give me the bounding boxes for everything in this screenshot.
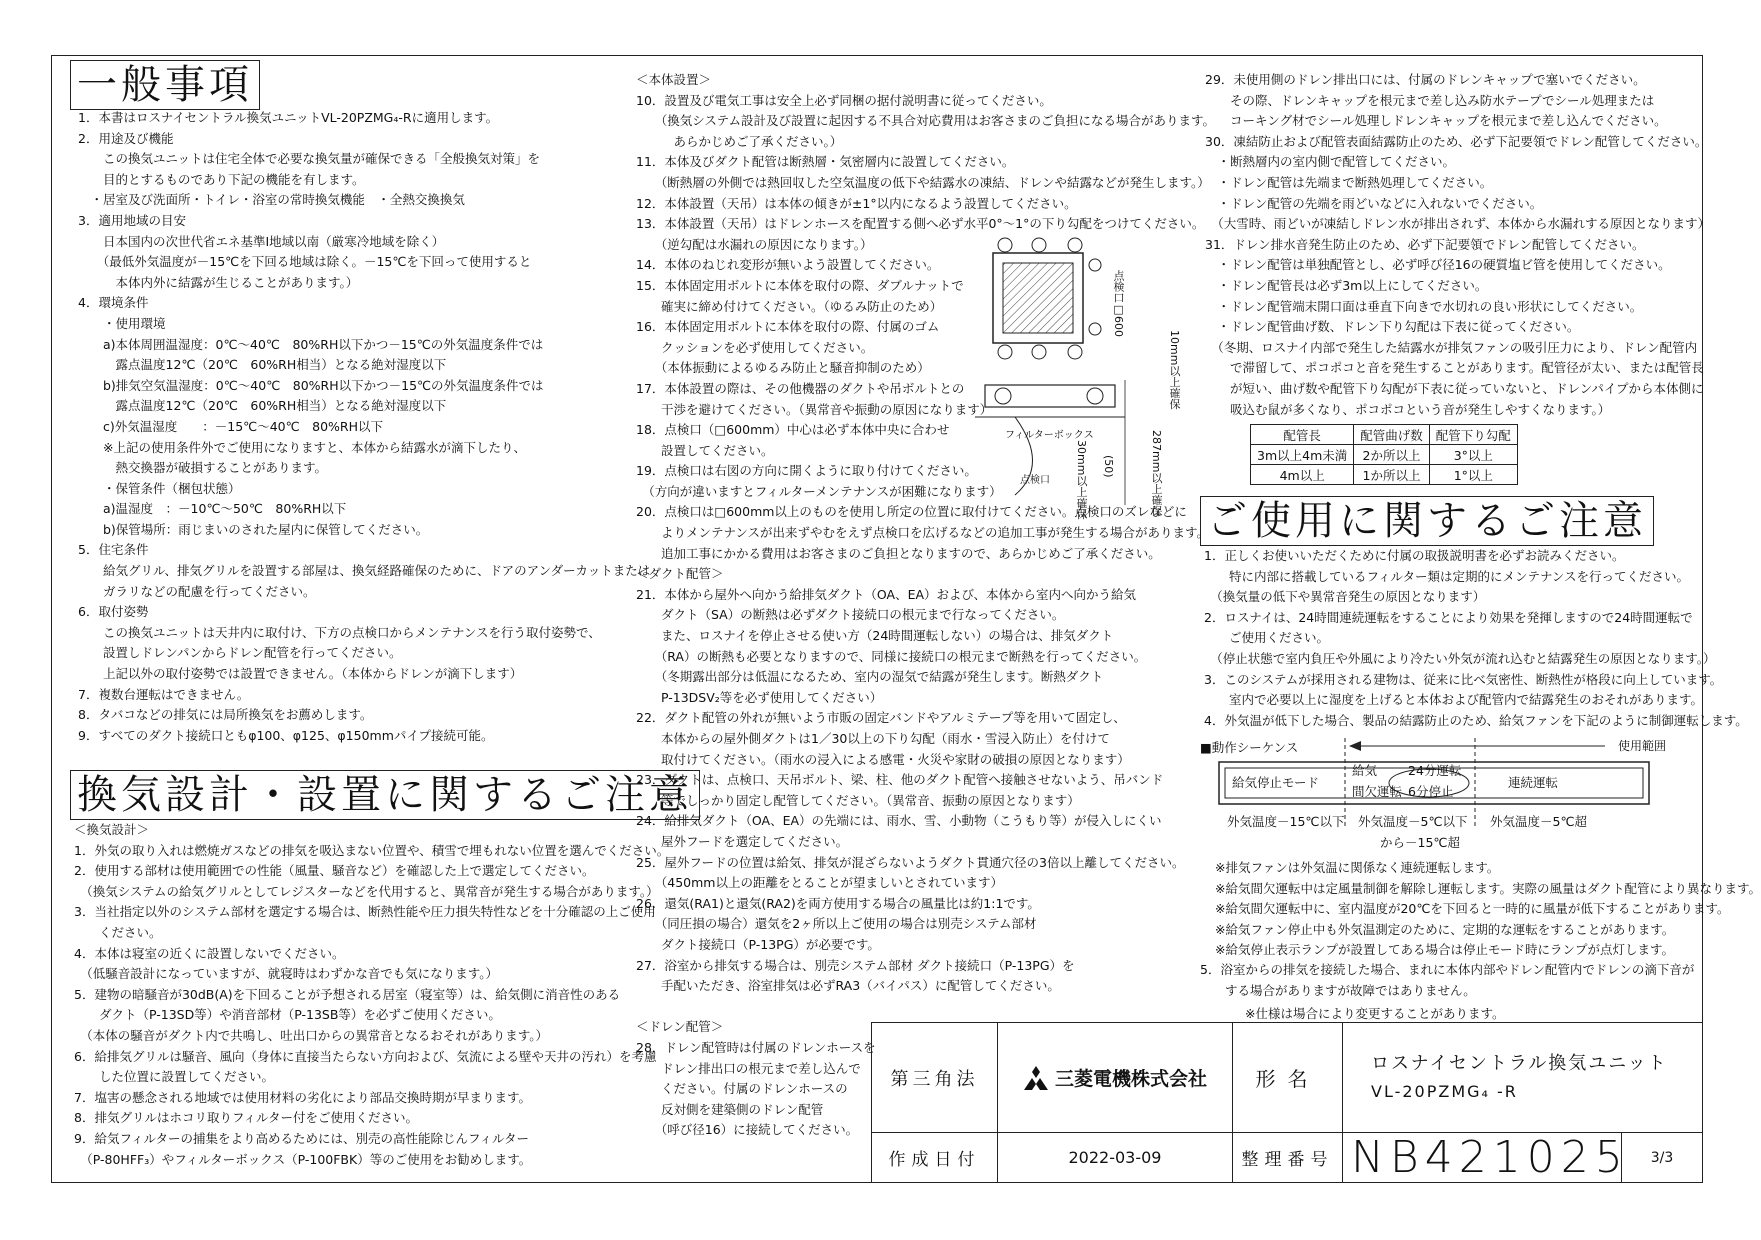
middle-line: よりメンテナンスが出来ずやむをえず点検口を広げるなどの追加工事が発生する場合があります。 [636, 525, 1210, 541]
table-cell: 4m以上 [1251, 465, 1354, 485]
model-label-cell: 形名 [1232, 1022, 1343, 1133]
right-line: ・ドレン配管の先端を雨どいなどに入れないでください。 [1205, 195, 1543, 211]
middle-line: 17．本体設置の際は、その他機器のダクトや吊ボルトとの [636, 380, 965, 396]
title-block [871, 1022, 1703, 1183]
middle-line: ください。付属のドレンホースの [636, 1081, 848, 1097]
middle-line: 確実に締め付けてください。（ゆるみ防止のため） [636, 298, 943, 314]
usage-note: ※給気ファン停止中も外気温測定のために、定期的な運転をすることがあります。 [1215, 921, 1675, 937]
middle-line: 手配いただき、浴室排気は必ずRA3（バイパス）に配管してください。 [636, 978, 1060, 994]
general-line: 露点温度12℃（20℃ 60%RH相当）となる絶対湿度以下 [78, 398, 447, 414]
usage-note: ※給気間欠運転中に、室内温度が20℃を下回ると一時的に風量が低下することがあります。 [1215, 901, 1730, 917]
middle-line: 22．ダクト配管の外れが無いよう市販の固定バンドやアルミテープ等を用いて固定し、 [636, 710, 1126, 726]
middle-line: 11．本体及びダクト配管は断熱層・気密層内に設置してください。 [636, 154, 1015, 170]
middle-line: ダクト（SA）の断熱は必ずダクト接続口の根元まで行なってください。 [636, 607, 1065, 623]
table-header: 配管曲げ数 [1354, 425, 1430, 445]
drain-spec-table [1250, 424, 1518, 485]
table-header: 配管長 [1251, 425, 1354, 445]
company-cell [997, 1022, 1233, 1133]
middle-line: 干渉を避けてください。（異常音や振動の原因になります） [636, 401, 993, 417]
right-line: ・ドレン配管長は必ず3m以上にしてください。 [1205, 277, 1488, 293]
general-line: この換気ユニットは住宅全体で必要な換気量が確保できる「全般換気対策」を [78, 151, 541, 167]
general-line: 9．すべてのダクト接続口ともφ100、φ125、φ150mmパイプ接続可能。 [78, 727, 494, 743]
general-line: b)保管場所：雨じまいのされた屋内に保管してください。 [78, 521, 429, 537]
middle-line: また、ロスナイを停止させる使い方（24時間運転しない）の場合は、排気ダクト [636, 628, 1114, 644]
ventilation-line: （低騒音設計になっていますが、就寝時はわずかな音でも気になります。） [74, 966, 499, 982]
general-line: 給気グリル、排気グリルを設置する部屋は、換気経路確保のために、ドアのアンダーカットまたは [78, 563, 651, 579]
inspection-label: 点検口□600 [1112, 270, 1125, 337]
general-line: 目的とするものであり下記の機能を有します。 [78, 171, 365, 187]
temp-2a-label: 外気温度－5℃以下 [1358, 814, 1468, 829]
general-line: （最低外気温度が－15℃を下回る地域は除く。－15℃を下回って使用すると [78, 254, 532, 270]
middle-line: （呼び径16）に接続してください。 [636, 1122, 859, 1138]
side-port-2 [1087, 388, 1103, 404]
middle-line: 設置してください。 [636, 442, 774, 458]
middle-line: 13．本体設置（天吊）はドレンホースを配置する側へ必ず水平0°～1°の下り勾配をつけてください。 [636, 216, 1205, 232]
ventilation-line: 6．給排気グリルは騒音、風向（身体に直接当たらない方向および、気流による壁や天井の汚れ）を考慮 [74, 1048, 657, 1064]
general-line: 1．本書はロスナイセントラル換気ユニットVL-20PZMG₄-Rに適用します。 [78, 110, 499, 125]
usage-line: （換気量の低下や異常音発生の原因となります） [1204, 589, 1486, 605]
middle-line: 27．浴室から排気する場合は、別売システム部材 ダクト接続口（P-13PG）を [636, 957, 1075, 973]
middle-line: （換気システム設計及び設置に起因する不具合対応費用はお客さまのご負担になる場合があります。 [636, 113, 1216, 129]
middle-line: ＜本体設置＞ [636, 72, 712, 87]
middle-line: ドレン排出口の根元まで差し込んで [636, 1060, 861, 1076]
general-line: 7．複数台運転はできません。 [78, 686, 250, 702]
middle-line: あらかじめご了承ください。） [636, 133, 843, 149]
usage-section [1200, 496, 1748, 728]
middle-line: ＜ドレン配管＞ [636, 1019, 724, 1035]
company-name: 三菱電機株式会社 [1054, 1068, 1207, 1090]
sequence-label: ■動作シーケンス [1200, 740, 1299, 755]
temp-2-block [1358, 812, 1468, 853]
middle-line: （逆勾配は水漏れの原因になります。） [636, 236, 873, 252]
table-cell: 3°以上 [1429, 445, 1517, 465]
general-line: 8．タバコなどの排気には局所換気をお薦めします。 [78, 707, 373, 723]
middle-line: 15．本体固定用ボルトに本体を取付の際、ダブルナットで [636, 277, 964, 293]
general-line: 本体内外に結露が生じることがあります。） [78, 274, 359, 290]
table-cell: 2か所以上 [1354, 445, 1430, 465]
temp-1-label: 外気温度－15℃以下 [1227, 814, 1345, 829]
general-line: b)排気空気温湿度：0℃～40℃ 80%RH以下かつ－15℃の外気温度条件では [78, 377, 544, 393]
product-cell [1342, 1022, 1703, 1133]
middle-line: 28．ドレン配管時は付属のドレンホースを [636, 1039, 876, 1055]
ventilation-title: 換気設計・設置に関するご注意 [70, 770, 700, 820]
middle-line: ダクト接続口（P-13PG）が必要です。 [636, 936, 880, 952]
middle-line: 26．還気(RA1)と還気(RA2)を両方使用する場合の風量比は約1:1です。 [636, 895, 1040, 911]
projection-cell: 第三角法 [871, 1022, 998, 1133]
table-cell: 1°以上 [1429, 465, 1517, 485]
middle-line: 12．本体設置（天吊）は本体の傾きが±1°以内になるよう設置してください。 [636, 195, 1077, 211]
general-line: 5．住宅条件 [78, 542, 149, 558]
right-line: コーキング材でシール処理しドレンキャップを根元まで差し込んでください。 [1205, 113, 1667, 129]
mode-inter-b [1408, 762, 1461, 803]
usage-line: （停止状態で室内負圧や外風により冷たい外気が流れ込むと結露発生の原因となります。） [1204, 650, 1716, 666]
table-cell: 3m以上4m未満 [1251, 445, 1354, 465]
middle-line: 19．点検口は右図の方向に開くように取り付けてください。 [636, 463, 977, 479]
middle-line: （方向が違いますとフィルターメンテナンスが困難になります） [636, 483, 1002, 499]
general-line: ・保管条件（梱包状態） [78, 480, 241, 496]
range-label: 使用範囲 [1618, 739, 1667, 753]
middle-line: 21．本体から屋外へ向かう給排気ダクト（OA、EA）および、本体から室内へ向かう給気 [636, 586, 1137, 602]
usage-after-3: ※仕様は場合により変更することがあります。 [1245, 1006, 1505, 1022]
right-line: ・ドレン配管は先端まで断熱処理してください。 [1205, 174, 1493, 190]
middle-line: ＜ダクト配管＞ [636, 566, 724, 582]
right-line: ・断熱層内の室内側で配管してください。 [1205, 154, 1456, 170]
ventilation-line: 2．使用する部材は使用範囲での性能（風量、騒音など）を確認した上で選定してください。 [74, 863, 595, 879]
middle-line: 反対側を建築側のドレン配管 [636, 1101, 824, 1117]
range-arrow-head [1349, 741, 1361, 751]
ventilation-line: 4．本体は寝室の近くに設置しないでください。 [74, 945, 345, 961]
mode-stop-label: 給気停止モード [1232, 775, 1320, 790]
middle-line: 14．本体のねじれ変形が無いよう設置してください。 [636, 257, 940, 273]
general-line: ・居室及び洗面所・トイレ・浴室の常時換気機能 ・全熱交換換気 [78, 192, 465, 208]
right-line: 30．凍結防止および配管表面結露防止のため、必ず下記要領でドレン配管してください。 [1205, 133, 1708, 149]
general-line: 6．取付姿勢 [78, 604, 149, 620]
general-line: ・使用環境 [78, 315, 166, 331]
right-section [1205, 70, 1710, 417]
middle-line: 屋外フードを選定してください。 [636, 833, 849, 849]
duct-port-6 [1068, 345, 1082, 359]
right-line: で滞留して、ポコポコと音を発生することがあります。配管径が太い、または配管長 [1205, 360, 1704, 376]
middle-line: 20．点検口は□600mm以上のものを使用し所定の位置に取付けてください。点検口のズレなどに [636, 504, 1187, 520]
mitsubishi-logo-icon [1023, 1066, 1049, 1090]
middle-line: 25．屋外フードの位置は給気、排気が混ざらないようダクト貫通穴径の3倍以上離してください。 [636, 854, 1185, 870]
ventilation-line: （換気システムの給気グリルとしてレジスターなどを代用すると、異常音が発生する場合があります。） [74, 883, 659, 899]
right-line: （冬期、ロスナイ内部で発生した結露水が排気ファンの吸引圧力により、ドレン配管内 [1205, 339, 1698, 355]
ventilation-line: 1．外気の取り入れは燃焼ガスなどの排気を吸込まない位置や、積雪で埋もれない位置を選んでください。 [74, 842, 670, 858]
ventilation-line: 9．給気フィルターの捕集をより高めるためには、別売の高性能除じんフィルター [74, 1130, 529, 1146]
middle-line: （本体振動によるゆるみ防止と騒音抑制のため） [636, 360, 930, 376]
number-label-cell: 整理番号 [1232, 1132, 1343, 1183]
mode-inter-2: 間欠運転 [1352, 783, 1403, 799]
middle-line: （冬期露出部分は低温になるため、室内の湿気で結露が発生します。断熱ダクト [636, 669, 1104, 685]
mode-inter-a [1352, 762, 1402, 803]
middle-line: 10．設置及び電気工事は安全上必ず同梱の据付説明書に従ってください。 [636, 92, 1052, 108]
usage-after [1200, 960, 1694, 1025]
right-line: 31．ドレン排水音発生防止のため、必ず下記要領でドレン配管してください。 [1205, 236, 1645, 252]
usage-line: 4．外気温が低下した場合、製品の結露防止のため、給気ファンを下記のように制御運転します。 [1204, 712, 1748, 728]
usage-note: ※排気ファンは外気温に関係なく連続運転します。 [1215, 860, 1500, 875]
general-line: 2．用途及び機能 [78, 130, 174, 146]
ventilation-line: （本体の騒音がダクト内で共鳴し、吐出口からの異常音となるおそれがあります。） [74, 1027, 549, 1043]
ventilation-line: 3．当社指定以外のシステム部材を選定する場合は、断熱性能や圧力損失特性などを十分確認の上ご使用 [74, 904, 656, 920]
filter-box-label: フィルターボックス [1005, 430, 1094, 441]
middle-line [636, 997, 1215, 1018]
right-line: ・ドレン配管端末開口面は垂直下向きで水切れの良い形状にしてください。 [1205, 298, 1643, 314]
temp-2b-label: から－15℃超 [1380, 834, 1460, 850]
right-line: （大雪時、雨どいが凍結しドレン水が排出されず、本体から水漏れする原因となります） [1205, 216, 1710, 232]
usage-after-1: 5．浴室からの排気を接続した場合、まれに本体内部やドレン配管内でドレンの滴下音が [1200, 962, 1695, 977]
duct-port-4 [998, 345, 1012, 359]
general-line: 熱交換器が破損することがあります。 [78, 460, 328, 476]
usage-note: ※給気停止表示ランプが設置してある場合は停止モード時にランプが点灯します。 [1215, 942, 1674, 958]
general-line: 3．適用地域の目安 [78, 212, 186, 228]
clearance-top-label: 10mm以上確保 [1168, 330, 1181, 410]
table-header: 配管下り勾配 [1429, 425, 1517, 445]
mode-inter-3: 24分運転 [1408, 763, 1462, 778]
middle-line: 16．本体固定用ボルトに本体を取付の際、付属のゴム [636, 319, 940, 335]
usage-after-2: する場合がありますが故障ではありません。 [1200, 982, 1476, 998]
table-row [1251, 465, 1518, 485]
general-line: 4．環境条件 [78, 295, 149, 311]
right-line: その際、ドレンキャップを根元まで差し込み防水テープでシール処理または [1205, 92, 1655, 108]
middle-line: 取付けてください。（雨水の浸入による感電・火災や家財の破損の原因となります） [636, 751, 1130, 767]
general-line: 日本国内の次世代省エネ基準Ⅰ地域以南（厳寒冷地域を除く） [78, 233, 445, 249]
dim-287-label: 287mm以上確保 [1150, 430, 1163, 517]
right-line: ・ドレン配管は単独配管とし、必ず呼び径16の硬質塩ビ管を使用してください。 [1205, 257, 1671, 273]
usage-line: 特に内部に搭載しているフィルター類は定期的にメンテナンスを行ってください。 [1204, 568, 1690, 584]
mode-cont-label: 連続運転 [1508, 775, 1559, 790]
middle-line: 24．給排気ダクト（OA、EA）の先端には、雨水、雪、小動物（こうもり等）が侵入しにくい [636, 813, 1162, 829]
usage-line: 2．ロスナイは、24時間連続運転をすることにより効果を発揮しますので24時間運転で [1204, 609, 1693, 625]
general-line: a)本体周囲温湿度：0℃～40℃ 80%RH以下かつ－15℃の外気温度条件では [78, 336, 544, 352]
mode-inter-4: 6分停止 [1408, 783, 1454, 799]
middle-line: 追加工事にかかる費用はお客さまのご負担となりますので、あらかじめご了承ください。 [636, 545, 1161, 561]
duct-port-3 [1068, 238, 1082, 252]
right-line: が短い、曲げ数や配管下り勾配が下表に従っていないと、ドレンパイプから本体側に [1205, 380, 1704, 396]
dim-30-label: 30mm以上確保 [1075, 440, 1088, 520]
middle-line: P-13DSV₂等を必ず使用してください） [636, 689, 883, 705]
middle-line: 23．ダクトは、点検口、天吊ボルト、梁、柱、他のダクト配管へ接触させないよう、吊バンド [636, 772, 1164, 788]
ventilation-line: 7．塩害の懸念される地域では使用材料の劣化により部品交換時期が早まります。 [74, 1089, 531, 1105]
date-cell: 2022-03-09 [997, 1132, 1233, 1183]
page-cell: 3/3 [1621, 1132, 1703, 1183]
general-line: この換気ユニットは天井内に取付け、下方の点検口からメンテナンスを行う取付姿勢で、 [78, 624, 601, 640]
general-title: 一般事項 [70, 60, 260, 110]
ventilation-line: 5．建物の暗騒音が30dB(A)を下回ることが予想される居室（寝室等）は、給気側に消音性のある [74, 986, 621, 1002]
middle-line: （断熱層の外側では熱回収した空気温度の低下や結露水の凍結、ドレンや結露などが発生します。） [636, 174, 1210, 190]
middle-line: （450mm以上の距離をとることが望ましいとされています） [636, 875, 1003, 891]
general-section [70, 60, 651, 743]
middle-line: クッションを必ず使用してください。 [636, 339, 874, 355]
date-label-cell: 作成日付 [871, 1132, 998, 1183]
number-cell: NB421025 [1342, 1132, 1622, 1183]
dim-50-label: (50) [1102, 455, 1115, 478]
duct-port-2 [1032, 238, 1046, 252]
usage-note: ※給気間欠運転中は定風量制御を解除し運転します。実際の風量はダクト配管により異なります。 [1215, 880, 1761, 896]
general-line: 露点温度12℃（20℃ 60%RH相当）となる絶対湿度以下 [78, 357, 447, 373]
general-line: 上記以外の取付姿勢では設置できません。（本体からドレンが滴下します） [78, 666, 523, 682]
duct-port-7 [1089, 259, 1101, 271]
mode-inter-1: 給気 [1352, 763, 1378, 778]
ventilation-line: 8．排気グリルはホコリ取りフィルター付をご使用ください。 [74, 1110, 418, 1126]
duct-port-8 [1089, 323, 1101, 335]
middle-line: 等でしっかり固定し配管してください。（異常音、振動の原因となります） [636, 792, 1080, 808]
general-line: 設置しドレンパンからドレン配管を行ってください。 [78, 645, 402, 661]
duct-port-1 [998, 238, 1012, 252]
inspection-small-label: 点検口 [1020, 475, 1050, 486]
usage-line: 室内で必要以上に湿度を上げると本体および配管内で結露発生のおそれがあります。 [1204, 692, 1704, 708]
middle-line: （同圧損の場合）還気を2ヶ所以上ご使用の場合は別売システム部材 [636, 916, 1037, 932]
usage-title: ご使用に関するご注意 [1200, 496, 1654, 546]
general-line: c)外気温湿度 ：－15℃～40℃ 80%RH以下 [78, 418, 384, 434]
ventilation-line: した位置に設置してください。 [74, 1069, 275, 1085]
ventilation-line: ダクト（P-13SD等）や消音部材（P-13SB等）を必ずご使用ください。 [74, 1007, 501, 1023]
unit-plan-hatch [1003, 263, 1073, 333]
table-cell: 1か所以上 [1354, 465, 1430, 485]
ventilation-line: ください。 [74, 924, 162, 940]
side-port-1 [995, 388, 1011, 404]
middle-line: 18．点検口（□600mm）中心は必ず本体中央に合わせ [636, 422, 950, 438]
general-line: ※上記の使用条件外でご使用になりますと、本体から結露水が滴下したり、 [78, 439, 526, 455]
duct-port-5 [1032, 345, 1046, 359]
ventilation-line: ＜換気設計＞ [74, 822, 150, 837]
usage-line: ご使用ください。 [1204, 630, 1330, 646]
table-row [1251, 445, 1518, 465]
temp-3-label: 外気温度－5℃超 [1490, 814, 1587, 829]
middle-line: 本体からの屋外側ダクトは1／30以上の下り勾配（雨水・雪浸入防止）を付けて [636, 731, 1110, 746]
usage-notes [1215, 858, 1761, 958]
general-line: a)温湿度 ：－10℃～50℃ 80%RH以下 [78, 501, 347, 517]
right-line: ・ドレン配管曲げ数、ドレン下り勾配は下表に従ってください。 [1205, 319, 1580, 335]
right-line: 29．未使用側のドレン排出口には、付属のドレンキャップで塞いでください。 [1205, 72, 1646, 87]
right-line: 吸込む鼠が多くなり、ポコポコという音が発生しやすくなります。） [1205, 401, 1611, 417]
product-model: VL-20PZMG₄ -R [1371, 1081, 1518, 1101]
ventilation-line: （P-80HFF₃）やフィルターボックス（P-100FBK）等のご使用をお勧めします。 [74, 1151, 532, 1167]
usage-line: 1．正しくお使いいただくために付属の取扱説明書を必ずお読みください。 [1204, 548, 1625, 563]
middle-line: （RA）の断熱も必要となりますので、同様に接続口の根元まで断熱を行ってください。 [636, 648, 1147, 664]
general-line: ガラリなどの配慮を行ってください。 [78, 583, 316, 599]
usage-line: 3．このシステムが採用される建物は、従来に比べ気密性、断熱性が格段に向上しています。 [1204, 671, 1723, 687]
product-name: ロスナイセントラル換気ユニット [1371, 1052, 1668, 1074]
